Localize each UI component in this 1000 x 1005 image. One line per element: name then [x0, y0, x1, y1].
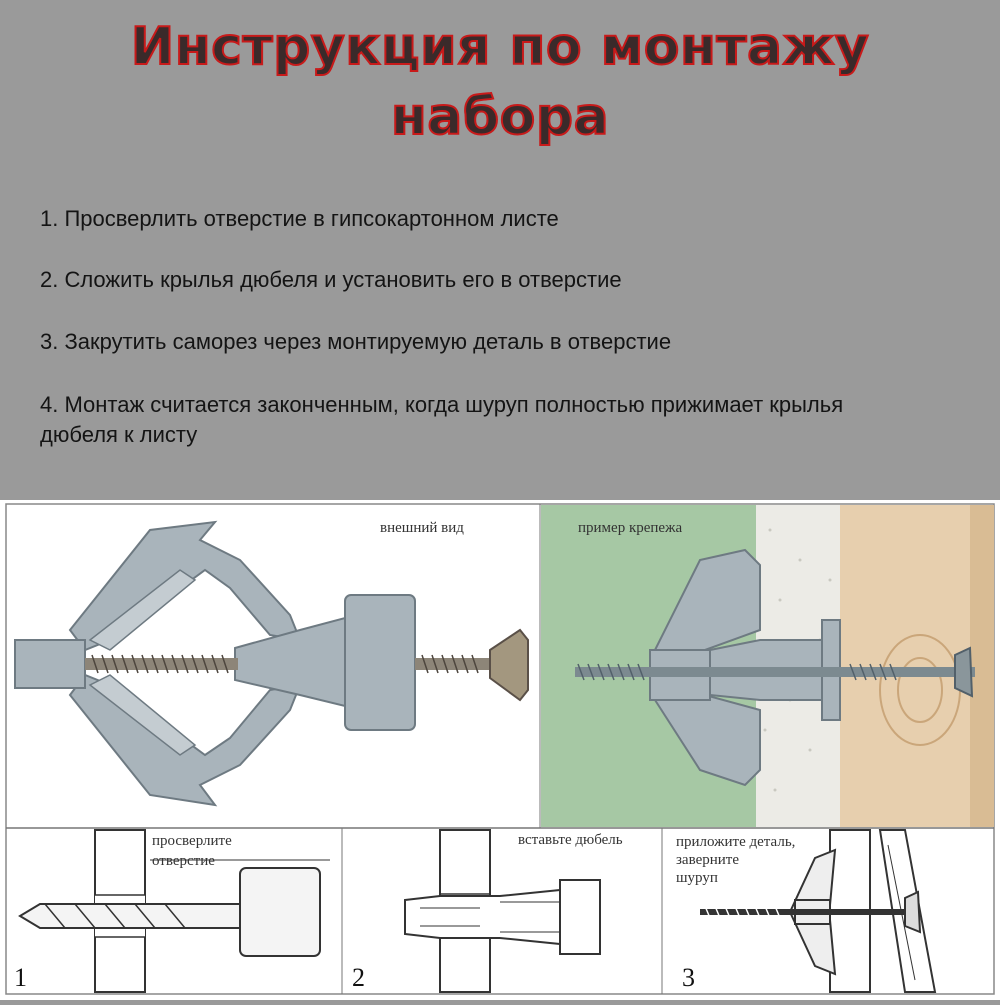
exterior-view-label: внешний вид [380, 520, 464, 536]
title-line-1: Инструкция по монтажу [130, 17, 870, 77]
dowel-exterior-drawing [15, 520, 528, 805]
step-3-number: 3 [682, 963, 695, 992]
instruction-step-1: 1. Просверлить отверстие в гипсокартонном листе [40, 206, 559, 231]
step-1-number: 1 [14, 963, 27, 992]
header-area [0, 0, 1000, 500]
step-3-text-line-3: шуруп [676, 870, 718, 886]
step-3-text-line-1: приложите деталь, [676, 834, 796, 850]
step-3-text-line-2: заверните [676, 852, 740, 868]
step-1-text-line-1: просверлите [152, 833, 232, 849]
figure-svg [0, 500, 1000, 1000]
page-title [0, 12, 1000, 152]
step-1-drawing [14, 830, 330, 992]
instruction-step-4: 4. Монтаж считается законченным, когда шуруп полностью прижимает крылья дюбеля к листу [40, 392, 844, 447]
instruction-step-3: 3. Закрутить саморез через монтируемую деталь в отверстие [40, 329, 672, 354]
step-3-drawing [676, 830, 935, 992]
mounting-example-label: пример крепежа [578, 520, 683, 536]
installation-figure [0, 500, 1000, 1000]
instruction-step-2: 2. Сложить крылья дюбеля и установить его в отверстие [40, 267, 622, 292]
step-2-text: вставьте дюбель [518, 832, 623, 848]
step-1-text-line-2: отверстие [152, 853, 215, 869]
step-2-number: 2 [352, 963, 365, 992]
title-line-2: набора [390, 87, 610, 147]
step-2-drawing [352, 830, 623, 992]
mounting-example-drawing [541, 505, 994, 827]
